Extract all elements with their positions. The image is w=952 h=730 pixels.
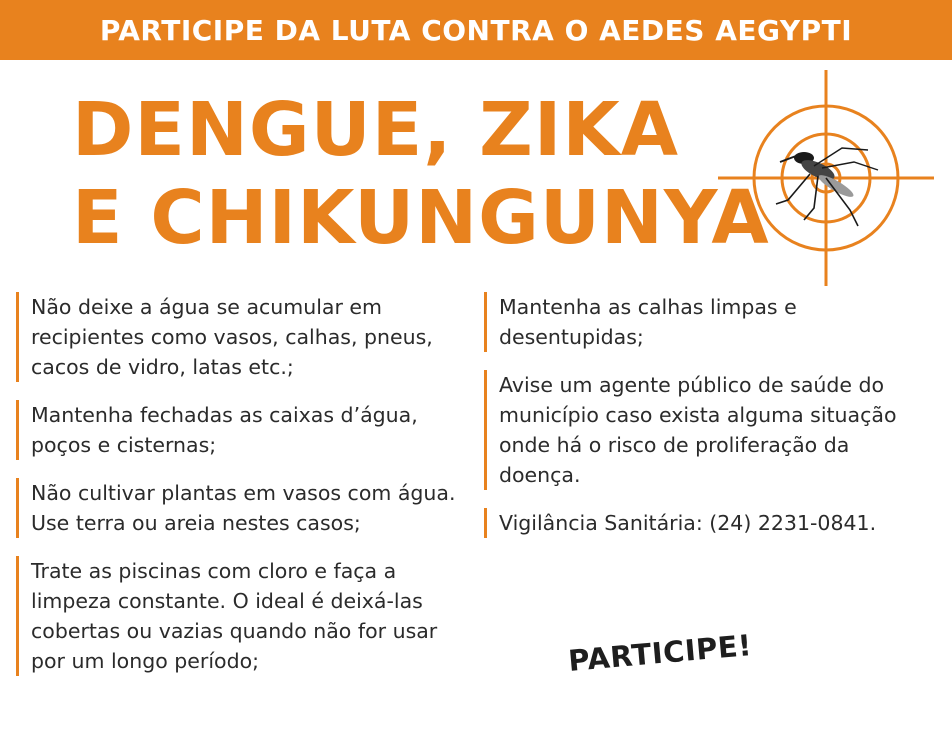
tips-right-column [484,292,934,556]
contact-item: Vigilância Sanitária: (24) 2231-0841. [484,508,934,538]
crosshair-target-icon [718,70,934,286]
tips-left-column [16,292,464,694]
tip-item: Não cultivar plantas em vasos com água. Use terra ou areia nestes casos; [16,478,464,538]
top-banner [0,0,952,60]
tip-item: Não deixe a água se acumular em recipientes como vasos, calhas, pneus, cacos de vidro, latas etc.; [16,292,464,382]
tip-item: Trate as piscinas com cloro e faça a limpeza constante. O ideal é deixá-las cobertas ou vazias quando não for usar por um longo período; [16,556,464,676]
tip-item: Mantenha as calhas limpas e desentupidas; [484,292,934,352]
tip-item: Mantenha fechadas as caixas d’água, poços e cisternas; [16,400,464,460]
tip-item: Avise um agente público de saúde do município caso exista alguma situação onde há o risco de proliferação da doença. [484,370,934,490]
title-line-2: E CHIKUNGUNYA [72,175,770,261]
call-to-action: PARTICIPE! [566,628,754,678]
title-line-1: DENGUE, ZIKA [72,87,679,173]
page-title [72,86,770,262]
banner-text: PARTICIPE DA LUTA CONTRA O AEDES AEGYPTI [99,13,853,47]
